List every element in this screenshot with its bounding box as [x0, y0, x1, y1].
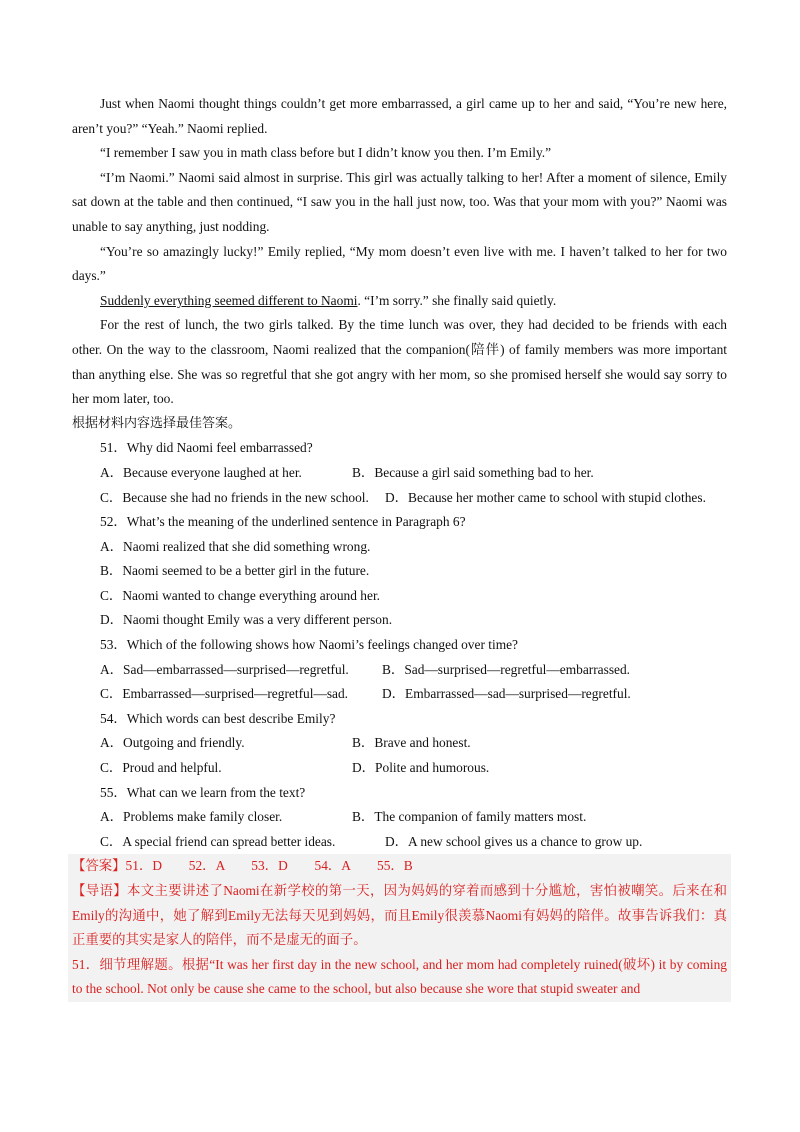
- q55-option-d: D．A new school gives us a chance to grow up.: [385, 833, 643, 849]
- passage-paragraph-3: “I’m Naomi.” Naomi said almost in surprise. This girl was actually talking to her! After a moment of silence, Emily sat down at the table and then continued, “I saw you in the hall just now, too. Was that your mom with you?” Naomi was unable to say anything, just nodding.: [72, 169, 727, 234]
- question-55: 55．What can we learn from the text?: [100, 784, 306, 800]
- q55-option-c: C．A special friend can spread better ideas.: [100, 833, 336, 849]
- answer-guide: 【导语】本文主要讲述了Naomi在新学校的第一天，因为妈妈的穿着而感到十分尴尬，害怕被嘲笑。后来在和Emily的沟通中，她了解到Emily无法每天见到妈妈，而且Emily很羡慕Naomi有妈妈的陪伴。故事告诉我们：真正重要的其实是家人的陪伴，而不是虚无的面子。: [72, 883, 727, 948]
- q51-option-a: A．Because everyone laughed at her.: [100, 464, 302, 480]
- q54-options-row-1: [72, 731, 727, 756]
- q51-option-c: C．Because she had no friends in the new school.: [100, 489, 369, 505]
- paragraph-5-rest: . “I’m sorry.” she finally said quietly.: [357, 292, 557, 308]
- q55-option-a: A．Problems make family closer.: [100, 809, 283, 825]
- q51-option-b: B．Because a girl said something bad to her.: [352, 464, 594, 480]
- underlined-sentence: Suddenly everything seemed different to Naomi: [100, 292, 358, 308]
- q55-options-row-2: [72, 830, 727, 855]
- passage-paragraph-1: Just when Naomi thought things couldn’t get more embarrassed, a girl came up to her and said, “You’re new here, aren’t you?” “Yeah.” Naomi replied.: [72, 96, 727, 136]
- q52-option-c: C．Naomi wanted to change everything around her.: [100, 587, 381, 603]
- answer-section: [68, 854, 731, 1002]
- q54-option-a: A．Outgoing and friendly.: [100, 735, 245, 751]
- q53-option-c: C．Embarrassed—surprised—regretful—sad.: [100, 686, 349, 702]
- passage-paragraph-2: “I remember I saw you in math class before but I didn’t know you then. I’m Emily.”: [100, 145, 552, 161]
- q54-option-b: B．Brave and honest.: [352, 735, 471, 751]
- q53-options-row-2: [72, 682, 727, 707]
- passage-paragraph-6: For the rest of lunch, the two girls talked. By the time lunch was over, they had decided to be friends with each other. On the way to the classroom, Naomi realized that the companion(陪伴) of family members was more important than anything else. She was so regretful that she got angry with her mom, so she promised herself she would say sorry to her mom later, too.: [72, 317, 727, 407]
- q53-option-a: A．Sad—embarrassed—surprised—regretful.: [100, 661, 349, 677]
- document-page: [72, 92, 727, 1002]
- question-51: 51．Why did Naomi feel embarrassed?: [100, 440, 313, 456]
- q51-options-row-2: [72, 486, 727, 511]
- q51-option-d: D．Because her mother came to school with stupid clothes.: [385, 489, 706, 505]
- q55-options-row-1: [72, 805, 727, 830]
- instruction: 根据材料内容选择最佳答案。: [72, 415, 242, 431]
- q54-option-c: C．Proud and helpful.: [100, 760, 222, 776]
- answer-key: 【答案】51．D 52．A 53．D 54．A 55．B: [72, 858, 413, 874]
- q54-options-row-2: [72, 756, 727, 781]
- q52-option-b: B．Naomi seemed to be a better girl in the future.: [100, 563, 370, 579]
- question-53: 53．Which of the following shows how Naomi’s feelings changed over time?: [100, 637, 518, 653]
- q54-option-d: D．Polite and humorous.: [352, 760, 490, 776]
- q52-option-a: A．Naomi realized that she did something wrong.: [100, 538, 371, 554]
- q51-options-row-1: [72, 461, 727, 486]
- passage-paragraph-4: “You’re so amazingly lucky!” Emily replied, “My mom doesn’t even live with me. I haven’t talked to her for two days.”: [72, 243, 727, 284]
- q53-options-row-1: [72, 658, 727, 683]
- q52-option-d: D．Naomi thought Emily was a very different person.: [100, 612, 393, 628]
- question-52: 52．What’s the meaning of the underlined sentence in Paragraph 6?: [100, 514, 466, 530]
- q55-option-b: B．The companion of family matters most.: [352, 809, 587, 825]
- passage-paragraph-5: [72, 289, 727, 314]
- q53-option-d: D．Embarrassed—sad—surprised—regretful.: [382, 686, 631, 702]
- answer-explanation-51: 51．细节理解题。根据“It was her first day in the new school, and her mom had completely ruined(破坏) it by coming to the school. Not only be cause she came to the school, but also because she wore that stupid sweater and: [72, 956, 727, 997]
- q53-option-b: B．Sad—surprised—regretful—embarrassed.: [382, 661, 631, 677]
- question-54: 54．Which words can best describe Emily?: [100, 710, 336, 726]
